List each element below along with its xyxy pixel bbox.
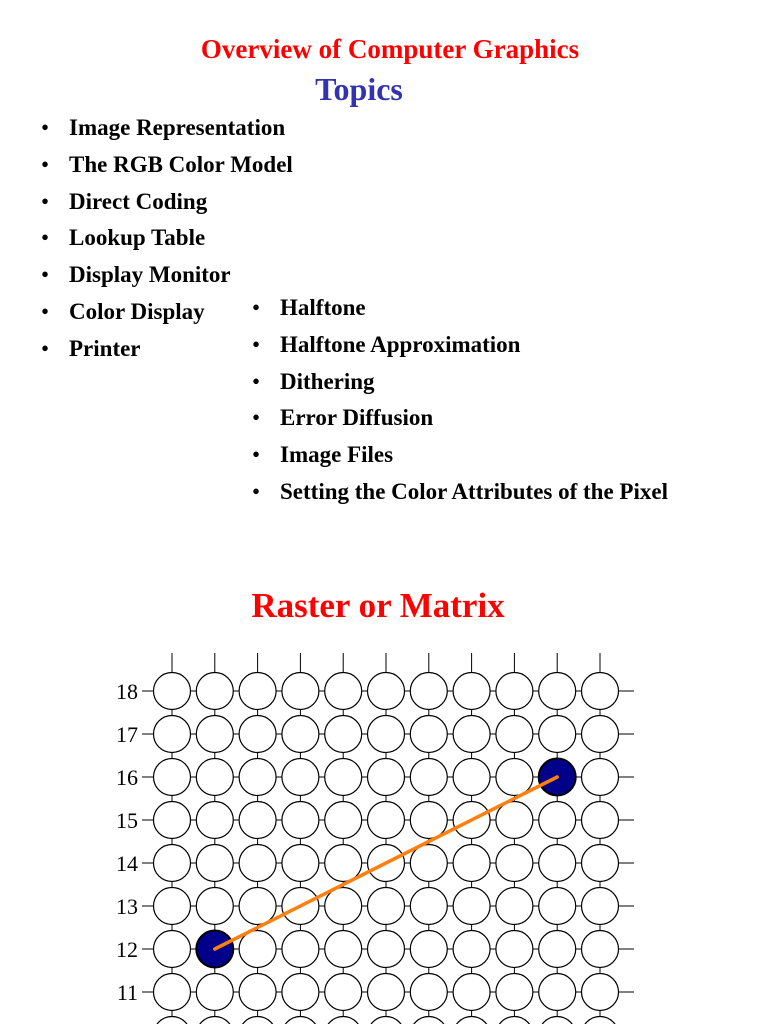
topic-item [252,295,668,332]
pixel-circle [496,931,533,968]
pixel-circle [196,759,233,796]
pixel-circle [582,759,619,796]
row-label: 14 [116,851,138,876]
row-label: 17 [116,722,138,747]
pixel-circle [239,716,276,753]
pixel-circle [282,759,319,796]
bullet-icon: • [41,335,50,361]
pixel-circle [368,931,405,968]
pixel-circle [410,716,447,753]
topic-label: Image Files [280,442,394,467]
pixel-circle [325,845,362,882]
pixel-circle [196,673,233,710]
pixel-circle [325,888,362,925]
topic-label: Printer [69,335,141,361]
topic-label: Direct Coding [69,188,208,214]
pixel-circle [453,1017,490,1024]
pixel-circle [539,716,576,753]
pixel-circle [368,716,405,753]
page-title: Overview of Computer Graphics [200,34,580,64]
topic-label: The RGB Color Model [69,151,293,177]
pixel-circle [239,673,276,710]
pixel-circle [196,888,233,925]
topic-item [252,442,668,479]
pixel-circle [582,888,619,925]
pixel-circle [154,845,191,882]
pixel-circle [196,845,233,882]
row-label: 11 [116,980,138,1005]
pixel-circle [325,1017,362,1024]
bullet-icon: • [252,442,261,467]
bullet-icon: • [41,115,50,140]
bullet-icon: • [252,295,261,320]
pixel-circle [154,716,191,753]
topic-label: Halftone Approximation [280,331,521,357]
topic-label: Color Display [69,298,205,324]
raster-grid-diagram [0,640,768,1024]
bullet-icon: • [41,151,50,177]
pixel-circle [539,974,576,1011]
pixel-circle [239,802,276,839]
pixel-circle [496,974,533,1011]
pixel-circle [496,1017,533,1024]
pixel-circle [410,974,447,1011]
pixel-circle [325,673,362,710]
topic-item [41,225,293,262]
pixel-circle [282,974,319,1011]
topic-item [41,188,293,226]
pixel-circle [496,759,533,796]
pixel-circle [325,716,362,753]
pixel-circle [453,716,490,753]
topic-item [41,115,293,152]
pixel-circle [582,931,619,968]
pixel-circle [325,759,362,796]
pixel-circle [154,974,191,1011]
pixel-circle [539,802,576,839]
pixel-circle [453,888,490,925]
pixel-circle [496,802,533,839]
row-label: 16 [116,765,138,790]
topic-item [41,151,293,189]
pixel-circle [496,888,533,925]
topic-label: Error Diffusion [280,405,434,431]
topic-item [252,368,668,406]
pixel-circle [496,716,533,753]
pixel-circle [196,974,233,1011]
pixel-circle [154,1017,191,1024]
pixel-circle [410,931,447,968]
section-title: Raster or Matrix [251,586,505,625]
pixel-circle [410,1017,447,1024]
pixel-circle [496,845,533,882]
pixel-circle [239,931,276,968]
pixel-circle [239,759,276,796]
pixel-circle [582,974,619,1011]
pixel-circle [539,673,576,710]
bullet-icon: • [41,188,50,214]
pixel-circle [239,1017,276,1024]
pixel-circle [239,845,276,882]
bullet-icon: • [252,405,261,431]
pixel-circle [368,673,405,710]
pixel-circle [539,1017,576,1024]
pixel-circle [196,802,233,839]
pixel-circle [282,716,319,753]
pixel-circle [410,888,447,925]
topic-label: Halftone [280,295,366,320]
bullet-icon: • [41,298,50,324]
bullet-icon: • [252,368,261,394]
pixel-circle [410,802,447,839]
topic-label: Image Representation [69,115,286,140]
pixel-circle [239,974,276,1011]
row-label: 12 [116,937,138,962]
pixel-circle [282,1017,319,1024]
topic-label: Lookup Table [69,225,206,251]
pixel-circle [453,759,490,796]
pixel-circle [453,673,490,710]
topics-list-right [252,295,668,516]
topic-label: Setting the Color Attributes of the Pixel [280,478,668,504]
pixel-circle [453,931,490,968]
pixel-circle [325,974,362,1011]
topics-heading: Topics [315,71,403,107]
pixel-circle [453,845,490,882]
bullet-icon: • [41,225,50,251]
pixel-circle [410,759,447,796]
pixel-circle [239,888,276,925]
pixel-circle [368,888,405,925]
pixel-circle [582,716,619,753]
pixel-circle [154,888,191,925]
topic-label: Dithering [280,368,375,394]
pixel-circle [196,1017,233,1024]
pixel-circle [368,974,405,1011]
topic-label: Display Monitor [69,262,231,287]
pixel-circle [154,931,191,968]
topic-item [252,331,668,369]
bullet-icon: • [41,262,50,287]
pixel-circle [582,845,619,882]
row-label: 18 [116,679,138,704]
pixel-circle [539,931,576,968]
pixel-circle [154,673,191,710]
pixel-circle [282,845,319,882]
topic-item [252,478,668,516]
topic-item [41,262,293,299]
pixel-circle [539,845,576,882]
pixel-circle [282,931,319,968]
pixel-circle [582,673,619,710]
pixel-circle [325,802,362,839]
bullet-icon: • [252,331,261,357]
pixel-circle [453,974,490,1011]
pixel-circle [196,716,233,753]
pixel-circle [410,673,447,710]
pixel-circle [154,759,191,796]
pixel-circle [368,759,405,796]
pixel-circle [368,802,405,839]
topic-item [252,405,668,442]
pixel-circle [282,802,319,839]
bullet-icon: • [252,478,261,504]
row-label: 15 [116,808,138,833]
pixel-circle [282,673,319,710]
pixel-circle [582,802,619,839]
pixel-circle [582,1017,619,1024]
pixel-circle [368,1017,405,1024]
pixel-circle [410,845,447,882]
pixel-circle [539,888,576,925]
pixel-circle [154,802,191,839]
pixel-circle [496,673,533,710]
pixel-circle [325,931,362,968]
row-label: 13 [116,894,138,919]
